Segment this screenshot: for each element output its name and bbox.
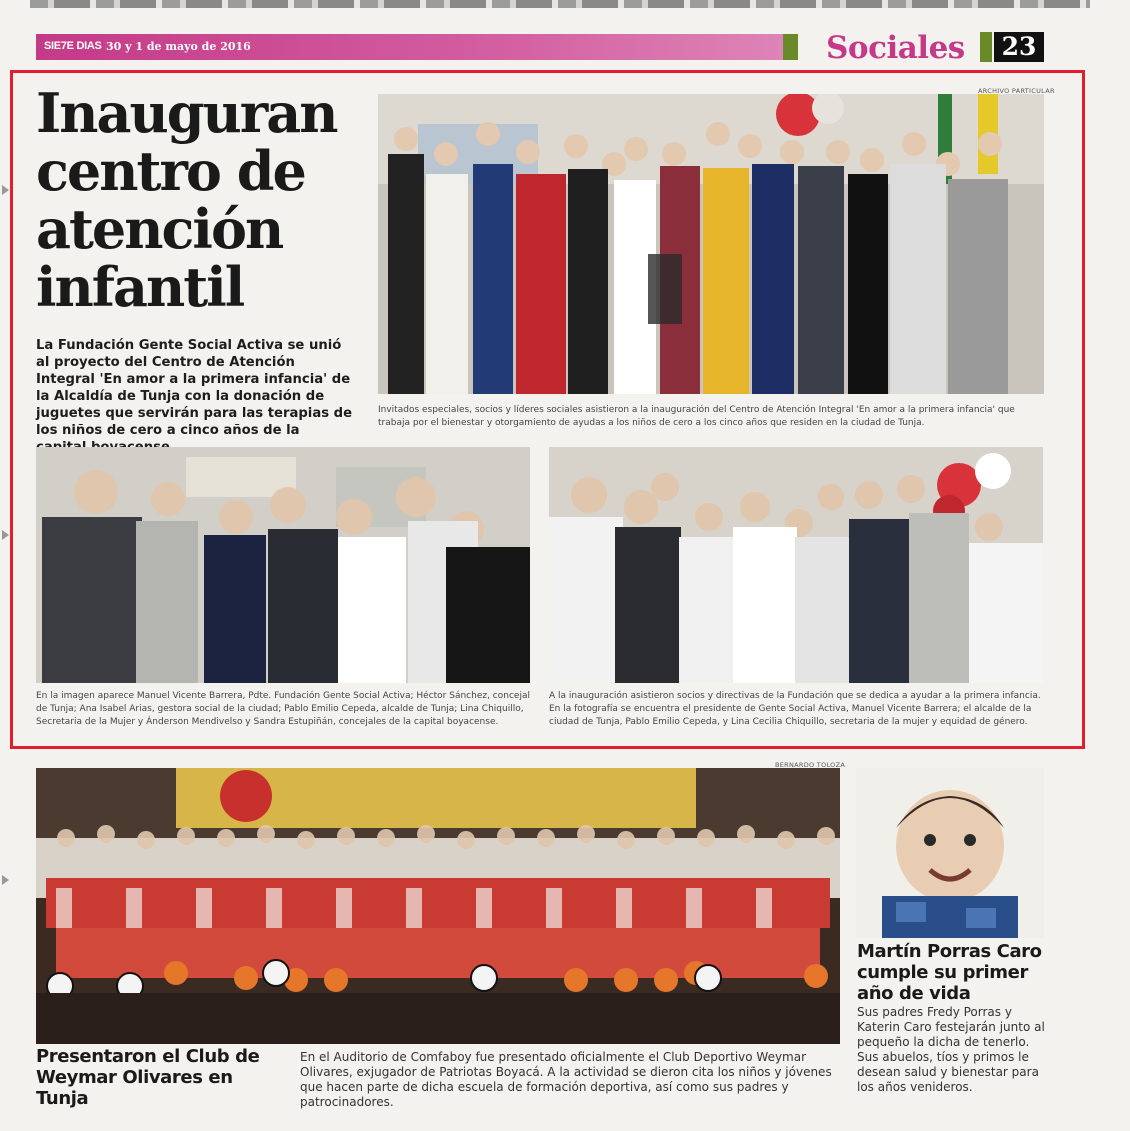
binder-mark <box>2 530 9 540</box>
group-photo-main <box>378 94 1044 394</box>
page-number-box <box>980 32 1044 62</box>
baby-photo-image <box>856 768 1044 938</box>
headline-line-2: centro de <box>36 139 305 203</box>
group-photo-main-image <box>378 94 1044 394</box>
photo-credit-main: ARCHIVO PARTICULAR <box>978 87 1055 95</box>
headline-line-3: atención <box>36 197 283 261</box>
headline-line-4: infantil <box>36 255 244 319</box>
caption-right-photo: A la inauguración asistieron socios y directivas de la Fundación que se dedica a ayudar a la primera infancia. En la fotografía se encuentra el presidente de Gente Social Activa, Manuel Vicente Barrera; el alcalde de la ciudad de Tunja, Pablo Emilio Cepeda, y Lina Cecilia Chiquillo, secretaria de la mujer y equidad de género. <box>549 691 1041 727</box>
issue-date: 30 y 1 de mayo de 2016 <box>106 40 251 53</box>
baby-photo <box>856 768 1044 938</box>
page-number: 23 <box>994 32 1044 62</box>
club-headline: Presentaron el Club de Weymar Olivares en Tunja <box>36 1046 260 1109</box>
group-photo-left <box>36 447 530 683</box>
club-team-photo <box>36 768 840 1044</box>
caption-left-photo: En la imagen aparece Manuel Vicente Barrera, Pdte. Fundación Gente Social Activa; Héctor Sánchez, concejal de Tunja; Ana Isabel Arias, gestora social de la ciudad; Pablo Emilio Cepeda, alcalde de Tunja; Lina Chiquillo, Secretaria de la Mujer y Ánderson Mendivelso y Sandra Estupiñán, concejales de la capital boyacense. <box>36 691 530 727</box>
club-team-photo-image <box>36 768 840 1044</box>
page-number-accent <box>980 32 992 62</box>
top-print-strip <box>30 0 1090 8</box>
club-body: En el Auditorio de Comfaboy fue presentado oficialmente el Club Deportivo Weymar Olivares, exjugador de Patriotas Boyacá. A la actividad se dieron cita los niños y jóvenes que hacen parte de dicha escuela de formación deportiva, así como sus padres y patrocinadores. <box>300 1050 832 1109</box>
caption-main-photo: Invitados especiales, socios y líderes sociales asistieron a la inauguración del Centro de Atención Integral 'En amor a la primera infancia' que trabaja por el bienestar y otorgamiento de ayudas a los niños de cero a los cinco años que residen en la ciudad de Tunja. <box>378 405 1015 428</box>
photo-credit-club: BERNARDO TOLOZA <box>775 761 846 769</box>
headline-line-1: Inauguran <box>36 81 337 145</box>
main-lede: La Fundación Gente Social Activa se unió al proyecto del Centro de Atención Integral 'En amor a la primera infancia' de la Alcaldía de Tunja con la donación de juguetes que servirán para las terapias de los niños de cero a cinco años de la <box>36 338 353 438</box>
binder-mark <box>2 185 9 195</box>
main-headline <box>36 81 366 319</box>
header-bar-end <box>783 34 798 60</box>
section-title: Sociales <box>826 30 965 66</box>
group-photo-right <box>549 447 1043 683</box>
group-photo-right-image <box>549 447 1043 683</box>
binder-mark <box>2 875 9 885</box>
newspaper-brand: SIE7E DIAS <box>44 40 102 52</box>
group-photo-left-image <box>36 447 530 683</box>
birthday-body: Sus padres Fredy Porras y Katerin Caro festejarán junto al pequeño la dicha de tenerlo. Sus abuelos, tíos y primos le desean salud y bienestar para los años venideros. <box>857 1005 1045 1094</box>
birthday-headline: Martín Porras Caro cumple su primer año de vida <box>857 941 1042 1004</box>
